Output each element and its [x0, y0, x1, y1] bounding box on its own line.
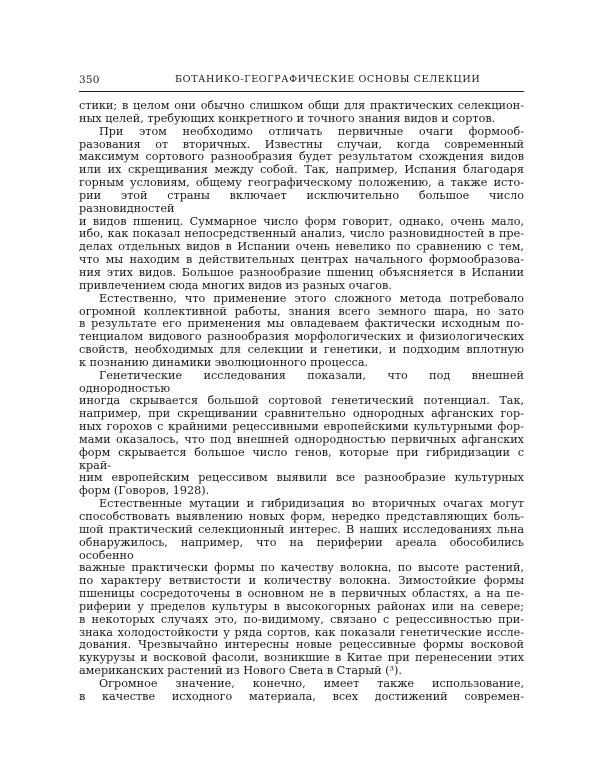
text-line: максимум сортового разнообразия будет результатом схождения видов — [79, 150, 524, 164]
text-line: шой практический селекционный интерес. В наших исследованиях льна — [79, 522, 524, 536]
text-line: форм (Говоров, 1928). — [79, 484, 210, 498]
paragraph — [79, 100, 524, 126]
text-line: в некоторых случаях это, по-видимому, связано с рецессивностью при- — [79, 612, 524, 626]
text-line: Генетические исследования показали, что под внешней однородностью — [79, 368, 524, 395]
text-line: по характеру ветвистости и количеству волокна. Зимостойкие формы — [79, 574, 524, 588]
text-line: привлечением сюда многих видов из разных очагов. — [79, 278, 392, 292]
text-line: Естественно, что применение этого сложного метода потребовало — [99, 291, 524, 305]
text-line: ибо, как показал непосредственный анализ, число разновидностей в пре- — [79, 227, 524, 241]
text-line: например, при скрещивании сравнительно однородных афганских гор- — [79, 407, 524, 421]
text-line: к познанию динамики эволюционного процесса. — [79, 355, 369, 369]
text-line: ных горохов с крайними рецессивными европейскими культурными фор- — [79, 420, 524, 434]
text-line: стики; в целом они обычно слишком общи для практических селекцион- — [79, 99, 524, 112]
text-line: важные практически формы по качеству волокна, по высоте растений, — [79, 561, 524, 575]
paragraph — [79, 678, 524, 704]
text-line: ных целей, требующих конкретного и точного знания видов и сортов. — [79, 111, 496, 125]
text-line: свойств, необходимых для селекции и генетики, и подходим вплотную — [79, 343, 524, 357]
text-line: форм скрывается большое число генов, которые при гибридизации с край- — [79, 445, 524, 472]
text-line: разования от вторичных. Известны случаи, когда современный — [79, 137, 524, 151]
text-line: огромной коллективной работы, знания всего земного шара, но зато — [79, 304, 524, 318]
paragraph — [79, 498, 524, 678]
text-line: риферии у пределов культуры в высокогорных районах или на севере; — [79, 599, 524, 613]
text-line: горным условиям, общему географическому положению, а также исто- — [79, 176, 524, 190]
text-line: ним европейским рецессивом выявили все разнообразие культурных — [79, 471, 524, 485]
text-line: ния этих видов. Большое разнообразие пшениц объясняется в Испании — [79, 265, 524, 279]
text-line: Огромное значение, конечно, имеет также использование, — [99, 676, 524, 690]
header-rule — [79, 91, 524, 92]
text-line: американских растений из Нового Света в Старый (³). — [79, 664, 402, 678]
text-line: делах отдельных видов в Испании очень невелико по сравнению с тем, — [79, 240, 524, 254]
text-line: При этом необходимо отличать первичные очаги формооб- — [99, 124, 524, 138]
text-line: рии этой страны включает исключительно большое число разновидностей — [79, 188, 524, 215]
text-line: что мы находим в действительных центрах начального формообразова- — [79, 253, 524, 267]
paragraph — [79, 126, 524, 293]
text-line: пшеницы сосредоточены в основном не в первичных областях, а на пе- — [79, 587, 524, 601]
running-title: БОТАНИКО-ГЕОГРАФИЧЕСКИЕ ОСНОВЫ СЕЛЕКЦИИ — [175, 74, 481, 85]
page-header — [79, 72, 524, 88]
text-line: обнаружилось, например, что на периферии ареала обособились особенно — [79, 535, 524, 562]
book-page — [79, 72, 524, 703]
text-line: дования. Чрезвычайно интересны новые рецессивные формы восковой — [79, 638, 524, 652]
text-line: и видов пшениц. Суммарное число форм говорит, однако, очень мало, — [79, 214, 524, 228]
paragraph — [79, 370, 524, 498]
text-line: мами оказалось, что под внешней однородностью первичных афганских — [79, 432, 524, 446]
body-text — [79, 100, 524, 704]
page-number: 350 — [79, 74, 100, 86]
text-line: Естественные мутации и гибридизация во вторичных очагах могут — [99, 497, 524, 511]
text-line: или их скрещивания между собой. Так, например, Испания благодаря — [79, 163, 524, 177]
text-line: кукурузы и восковой фасоли, возникшие в Китае при перенесении этих — [79, 651, 524, 665]
text-line: способствовать выявлению новых форм, нередко представляющих боль- — [79, 510, 524, 523]
text-line: в результате его применения мы овладеваем фактически исходным по- — [79, 317, 524, 331]
text-line: в качестве исходного материала, всех достижений современ- — [79, 689, 524, 703]
paragraph — [79, 293, 524, 370]
text-line: тенциалом видового разнообразия морфологических и физиологических — [79, 330, 524, 344]
text-line: иногда скрывается большой сортовой генетический потенциал. Так, — [79, 394, 524, 408]
text-line: знака холодостойкости у ряда сортов, как показали генетические иссле- — [79, 625, 524, 639]
